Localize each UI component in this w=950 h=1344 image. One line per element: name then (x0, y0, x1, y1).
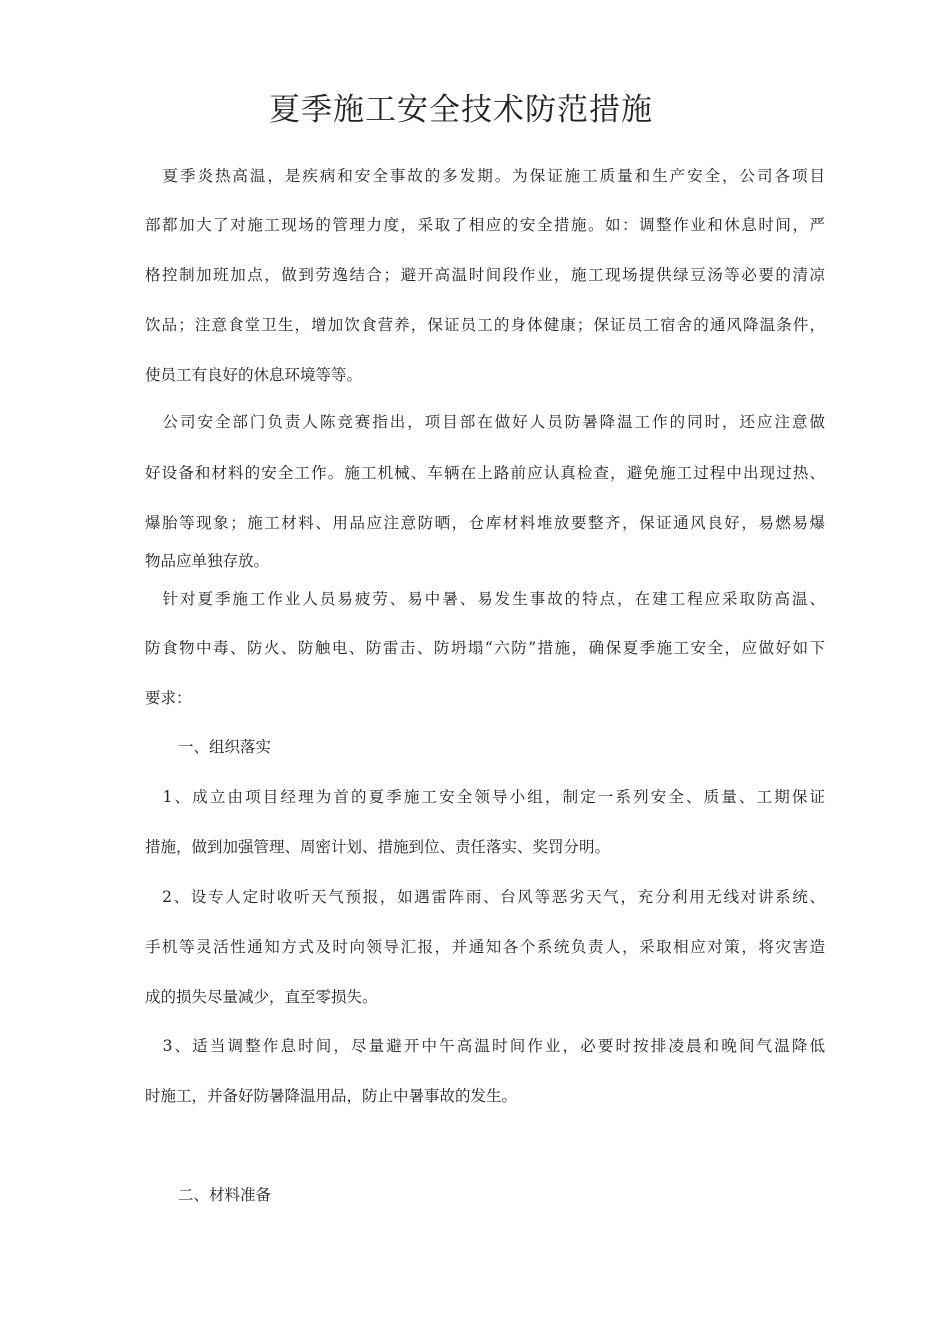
paragraph-line: 3、适当调整作息时间，尽量避开中午高温时间作业，必要时按排凌晨和晚间气温降低 (145, 1037, 825, 1055)
paragraph-line: 手机等灵活性通知方式及时向领导汇报，并通知各个系统负责人，采取相应对策，将灾害造 (145, 938, 825, 956)
paragraph-line: 公司安全部门负责人陈竞赛指出，项目部在做好人员防暑降温工作的同时，还应注意做 (145, 413, 825, 431)
paragraph-line: 要求： (145, 689, 192, 707)
paragraph-line: 物品应单独存放。 (145, 552, 270, 570)
paragraph-line: 时施工，并备好防暑降温用品，防止中暑事故的发生。 (145, 1087, 518, 1105)
paragraph-line: 格控制加班加点，做到劳逸结合；避开高温时间段作业，施工现场提供绿豆汤等必要的清凉 (145, 266, 825, 284)
document-title: 夏季施工安全技术防范措施 (269, 92, 653, 128)
paragraph-line: 部都加大了对施工现场的管理力度，采取了相应的安全措施。如：调整作业和休息时间，严 (145, 216, 825, 234)
section-heading-materials: 二、材料准备 (178, 1186, 272, 1204)
paragraph-line: 1、成立由项目经理为首的夏季施工安全领导小组，制定一系列安全、质量、工期保证 (145, 788, 825, 806)
section-heading-organization: 一、组织落实 (178, 738, 272, 756)
paragraph-line: 使员工有良好的休息环境等等。 (145, 366, 363, 384)
paragraph-line: 好设备和材料的安全工作。施工机械、车辆在上路前应认真检查，避免施工过程中出现过热、 (145, 464, 825, 482)
paragraph-line: 防食物中毒、防火、防触电、防雷击、防坍塌“六防”措施，确保夏季施工安全，应做好如下 (145, 639, 825, 657)
paragraph-line: 夏季炎热高温，是疾病和安全事故的多发期。为保证施工质量和生产安全，公司各项目 (145, 167, 825, 185)
paragraph-line: 2、设专人定时收听天气预报，如遇雷阵雨、台风等恶劣天气，充分利用无线对讲系统、 (145, 888, 825, 906)
paragraph-line: 饮品；注意食堂卫生，增加饮食营养，保证员工的身体健康；保证员工宿舍的通风降温条件， (145, 316, 825, 334)
paragraph-line: 针对夏季施工作业人员易疲劳、易中暑、易发生事故的特点，在建工程应采取防高温、 (145, 590, 825, 608)
paragraph-line: 措施，做到加强管理、周密计划、措施到位、责任落实、奖罚分明。 (145, 838, 611, 856)
paragraph-line: 爆胎等现象；施工材料、用品应注意防晒，仓库材料堆放要整齐，保证通风良好，易燃易爆 (145, 514, 825, 532)
paragraph-line: 成的损失尽量减少，直至零损失。 (145, 988, 378, 1006)
